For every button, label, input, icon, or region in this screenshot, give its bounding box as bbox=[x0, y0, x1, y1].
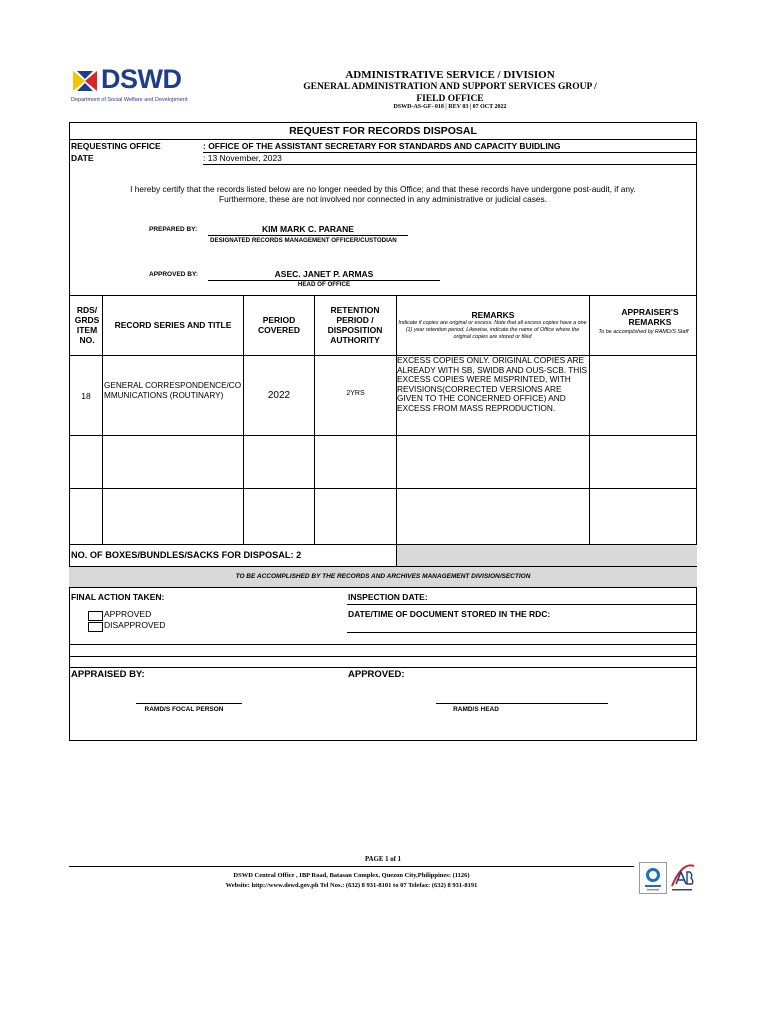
row-divider bbox=[69, 656, 697, 657]
dswd-logo-text: DSWD bbox=[101, 64, 182, 94]
boxes-count-label: NO. OF BOXES/BUNDLES/SACKS FOR DISPOSAL: 2 bbox=[71, 550, 302, 560]
divider bbox=[347, 604, 697, 605]
header-line1: ADMINISTRATIVE SERVICE / DIVISION bbox=[345, 69, 555, 81]
row-divider bbox=[69, 644, 697, 645]
approved-option-label: APPROVED bbox=[104, 609, 152, 619]
remarks-note: Indicate if copies are original or excess. Note that all excess copies have a one (1) year retention period. Likewise, indicate the name of Office where the original copies are stored or filed bbox=[398, 320, 587, 340]
requesting-office-label: REQUESTING OFFICE bbox=[71, 141, 161, 151]
footer-rule bbox=[69, 866, 634, 867]
appraised-by-label: APPRAISED BY: bbox=[71, 669, 145, 680]
col-header-item-no: RDS/ GRDS ITEM NO. bbox=[74, 305, 100, 345]
approved-by-label: APPROVED BY: bbox=[149, 271, 198, 278]
col-header-appraiser: APPRAISER'S REMARKS bbox=[621, 307, 679, 327]
col-divider bbox=[243, 295, 244, 545]
row-divider bbox=[69, 355, 697, 356]
date-value: : 13 November, 2023 bbox=[203, 153, 282, 163]
inspection-date-label: INSPECTION DATE: bbox=[348, 592, 428, 602]
col-header-retention: RETENTION PERIOD / DISPOSITION AUTHORITY bbox=[327, 305, 383, 345]
form-frame bbox=[69, 122, 697, 741]
approved-checkbox[interactable] bbox=[88, 611, 103, 621]
ramds-head-label: RAMD/S HEAD bbox=[453, 706, 499, 713]
certification-line1: I hereby certify that the records listed below are no longer needed by this Office; and that these records have undergone post-audit, if any. bbox=[130, 184, 636, 194]
appraiser-note: To be accomplished by RAMD/S Staff bbox=[598, 329, 689, 335]
dswd-emblem-icon bbox=[71, 67, 99, 95]
form-code: DSWD-AS-GF- 018 | REV 03 | 07 OCT 2022 bbox=[393, 104, 507, 110]
disapproved-checkbox[interactable] bbox=[88, 622, 103, 632]
row-divider bbox=[69, 587, 697, 588]
table-top-border bbox=[69, 295, 697, 296]
requesting-office-value: : OFFICE OF THE ASSISTANT SECRETARY FOR STANDARDS AND CAPACITY BUIDLING bbox=[203, 141, 561, 151]
boxes-gray-cell bbox=[397, 545, 697, 566]
row1-series: GENERAL CORRESPONDENCE/COMMUNICATIONS (ROUTINARY) bbox=[104, 381, 242, 400]
row1-retention: 2YRS bbox=[346, 390, 365, 397]
prepared-by-title: DESIGNATED RECORDS MANAGEMENT OFFICER/CUSTODIAN bbox=[210, 237, 397, 244]
focal-person-label: RAMD/S FOCAL PERSON bbox=[144, 706, 224, 713]
form-title: REQUEST FOR RECORDS DISPOSAL bbox=[289, 125, 477, 137]
col-header-period: PERIOD COVERED bbox=[257, 315, 301, 335]
row1-remarks: EXCESS COPIES ONLY. ORIGINAL COPIES ARE ALREADY WITH SB, SWIDB AND OUS-SCB. THIS EXCESS COPIES WERE MISPRINTED, WITH REVISIONS(CORRECTED VERSIONS ARE GIVEN TO THE CONCERNED OFFICE) AND EXCESS FROM MASS REPRODUCTION. bbox=[397, 355, 588, 413]
footer-address: DSWD Central Office , IBP Road, Batasan Complex, Quezon City,Philippines: (1126) bbox=[233, 872, 470, 879]
col-header-remarks: REMARKS bbox=[471, 310, 515, 320]
divider bbox=[347, 632, 697, 633]
col-divider bbox=[102, 295, 103, 545]
accreditation-logo-icon bbox=[668, 860, 696, 896]
rams-approved-label: APPROVED: bbox=[348, 669, 405, 680]
row-divider bbox=[69, 488, 697, 489]
row1-item-no: 18 bbox=[81, 391, 91, 401]
signature-line bbox=[136, 703, 242, 704]
date-label: DATE bbox=[71, 153, 94, 163]
col-header-series: RECORD SERIES AND TITLE bbox=[114, 320, 232, 330]
divider bbox=[203, 164, 697, 165]
header-line3: FIELD OFFICE bbox=[416, 94, 484, 104]
header-line2: GENERAL ADMINISTRATION AND SUPPORT SERVICES GROUP / bbox=[303, 82, 597, 92]
prepared-by-name: KIM MARK C. PARANE bbox=[262, 224, 354, 234]
rams-banner-text: TO BE ACCOMPLISHED BY THE RECORDS AND ARCHIVES MANAGEMENT DIVISION/SECTION bbox=[235, 573, 531, 580]
dswd-logo bbox=[71, 66, 193, 106]
footer-website: Website: http://www.dswd.gov.ph Tel Nos.: (632) 8 931-8101 to 07 Telefax: (632) 8 931-8191 bbox=[225, 882, 478, 889]
certification-badge-icon bbox=[639, 862, 667, 894]
prepared-by-label: PREPARED BY: bbox=[149, 226, 198, 233]
dswd-logo-tagline: Department of Social Welfare and Development bbox=[71, 97, 188, 103]
approved-by-title: HEAD OF OFFICE bbox=[297, 281, 351, 288]
row-divider bbox=[69, 435, 697, 436]
divider bbox=[69, 139, 697, 140]
col-divider bbox=[314, 295, 315, 545]
datetime-stored-label: DATE/TIME OF DOCUMENT STORED IN THE RDC: bbox=[348, 609, 551, 619]
row1-period: 2022 bbox=[267, 390, 291, 401]
final-action-label: FINAL ACTION TAKEN: bbox=[71, 592, 165, 602]
certification-line2: Furthermore, these are not involved nor connected in any administrative or judicial cases. bbox=[219, 194, 547, 204]
signature-line bbox=[436, 703, 608, 704]
row-divider bbox=[69, 667, 697, 668]
signature-line bbox=[208, 235, 408, 236]
page-number: PAGE 1 of 1 bbox=[365, 856, 401, 863]
disapproved-option-label: DISAPPROVED bbox=[104, 620, 166, 630]
approved-by-name: ASEC. JANET P. ARMAS bbox=[274, 269, 374, 279]
